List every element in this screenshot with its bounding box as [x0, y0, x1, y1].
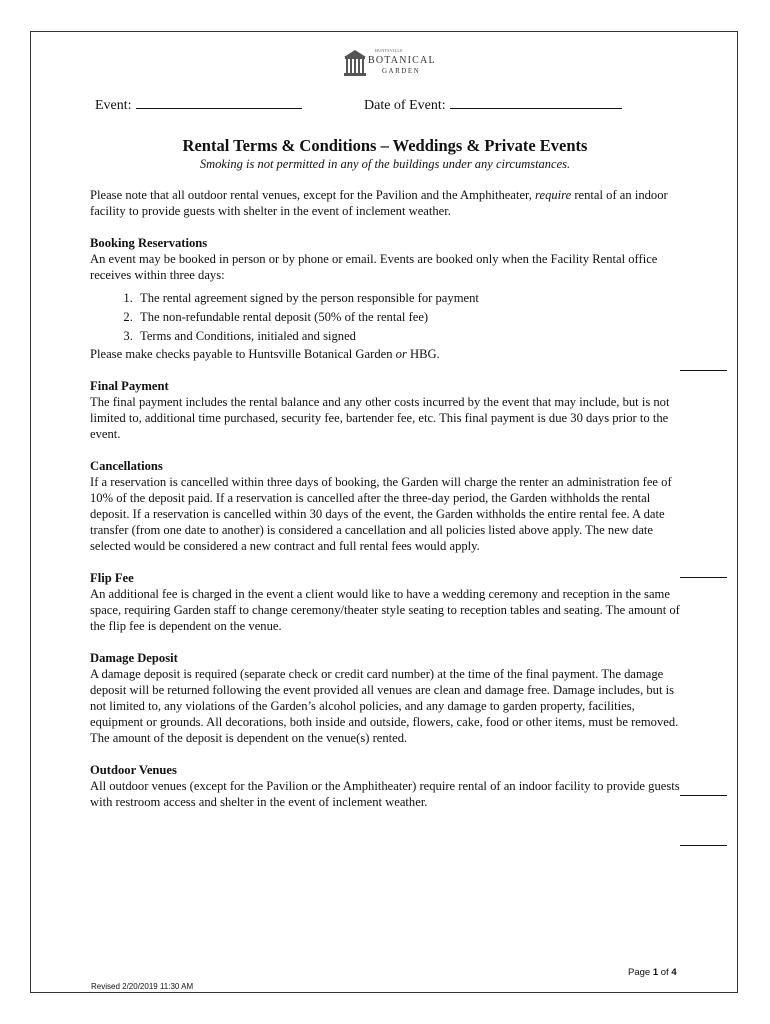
initial-line-damage[interactable]	[680, 795, 727, 796]
logo-sub-text: GARDEN	[382, 67, 421, 75]
intro-paragraph	[90, 187, 690, 219]
document-subtitle: Smoking is not permitted in any of the buildings under any circumstances.	[199, 157, 571, 171]
final-payment-text: The final payment includes the rental balance and any other costs incurred by the event that may include, but is not limited to, additional time purchased, security fee, bartender fee, etc. This final payment is due 30 days prior to the event.	[90, 395, 670, 441]
logo-top-text: HUNTSVILLE	[375, 48, 403, 53]
building-icon	[342, 47, 368, 77]
date-field	[364, 96, 622, 114]
document-title: Rental Terms & Conditions – Weddings & Private Events	[182, 136, 588, 155]
booking-list	[90, 289, 690, 346]
event-label: Event:	[95, 98, 132, 113]
initial-line-booking[interactable]	[680, 370, 727, 371]
intro-text-before: Please note that all outdoor rental venues, except for the Pavilion and the Amphitheater,	[90, 188, 536, 202]
booking-text: An event may be booked in person or by phone or email. Events are booked only when the Facility Rental office receives within three days:	[90, 252, 658, 282]
page-current: 1	[652, 967, 659, 978]
page-number	[628, 967, 677, 978]
checks-text-before: Please make checks payable to Huntsville Botanical Garden	[90, 347, 396, 361]
list-item: 2. The non-refundable rental deposit (50% of the rental fee)	[136, 308, 690, 327]
checks-text-after: HBG.	[406, 347, 440, 361]
logo-main-text: BOTANICAL	[368, 55, 436, 66]
event-blank-line[interactable]	[136, 96, 302, 109]
flip-fee-heading: Flip Fee	[90, 571, 134, 585]
outdoor-venues-heading: Outdoor Venues	[90, 763, 177, 777]
page-total: 4	[671, 967, 677, 978]
checks-or: or	[395, 347, 407, 361]
list-item: 3. Terms and Conditions, initialed and signed	[136, 327, 690, 346]
event-field	[95, 96, 302, 114]
damage-deposit-text: A damage deposit is required (separate check or credit card number) at the time of the final payment. The damage deposit will be returned following the event provided all venues are clean and damage free. Damage includes, but is not limited to, any violations of the Garden’s alcohol policies, and any damage to garden property, facilities, equipment or grounds. All decorations, both inside and outside, flowers, cake, food or other items, must be removed. The amount of the deposit is dependent on the venue(s) rented.	[90, 667, 679, 745]
final-payment-heading: Final Payment	[90, 379, 169, 393]
date-label: Date of Event:	[364, 98, 446, 113]
initial-line-outdoor[interactable]	[680, 845, 727, 846]
cancellations-heading: Cancellations	[90, 459, 163, 473]
checks-paragraph	[90, 346, 690, 362]
revision-date: Revised 2/20/2019 11:30 AM	[91, 982, 194, 991]
initial-line-cancellations[interactable]	[680, 577, 727, 578]
booking-heading: Booking Reservations	[90, 236, 208, 250]
flip-fee-text: An additional fee is charged in the event a client would like to have a wedding ceremony and reception in the same space, requiring Garden staff to change ceremony/theater style seating to reception tables and seating. The amount of the flip fee is dependent on the venue.	[90, 587, 680, 633]
list-item: 1. The rental agreement signed by the person responsible for payment	[136, 289, 690, 308]
document-body	[90, 187, 690, 810]
page-word: Page	[628, 967, 651, 978]
cancellations-text: If a reservation is cancelled within three days of booking, the Garden will charge the renter an administration fee of 10% of the deposit paid. If a reservation is cancelled after the three-day period, the Garden withholds the rental deposit. If a reservation is cancelled within 30 days of the event, the Garden withholds the entire rental fee. A date transfer (from one date to another) is considered a cancellation and all policies listed above apply. The new date selected would be considered a new contract and full rental fees would apply.	[90, 475, 672, 553]
outdoor-venues-text: All outdoor venues (except for the Pavilion or the Amphitheater) require rental of an indoor facility to provide guests with restroom access and shelter in the event of inclement weather.	[90, 779, 680, 809]
damage-deposit-heading: Damage Deposit	[90, 651, 178, 665]
intro-text-after: rental of an indoor facility to provide guests with shelter in the event of inclement weather.	[90, 188, 668, 218]
date-blank-line[interactable]	[450, 96, 622, 109]
of-word: of	[660, 967, 669, 978]
intro-emphasis: require	[535, 188, 572, 202]
botanical-garden-logo	[342, 47, 436, 79]
